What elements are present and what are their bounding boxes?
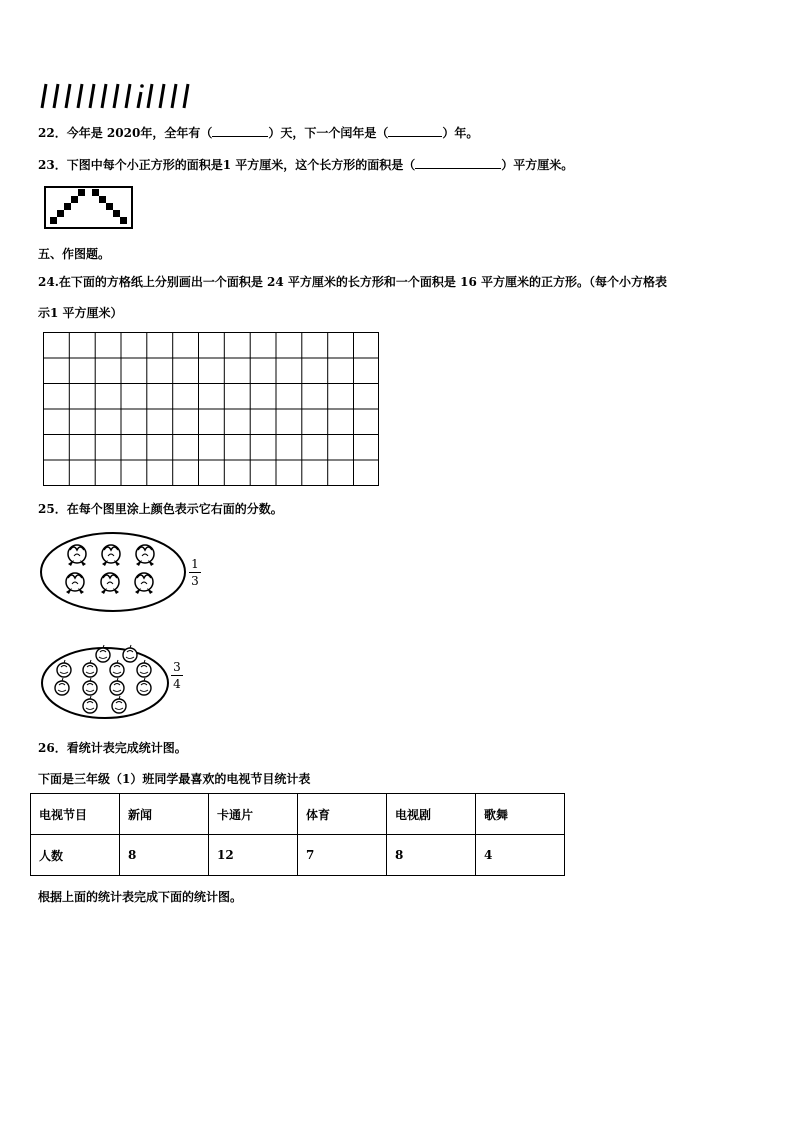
fraction-one-third: 1 3 [189,557,201,588]
peach-icon [102,545,120,566]
table-cell: 4 [476,835,565,876]
table-cell: 7 [298,835,387,876]
table-header-cell: 体育 [298,794,387,835]
question-26-footer: 根据上面的统计表完成下面的统计图。 [38,890,243,904]
apple-icon [137,660,151,677]
tv-program-stats-table [30,793,565,876]
apple-icon [83,660,97,677]
peach-icon [66,573,84,594]
table-cell: 8 [120,835,209,876]
section-title: 五、作图题。 [38,247,111,261]
table-row [31,835,565,876]
question-26: 26．看统计表完成统计图。 [38,741,187,755]
oval-apples[interactable] [40,644,172,722]
answer-blank-leap-year[interactable] [388,125,442,137]
question-24-line2: 示1 平方厘米） [38,306,123,320]
question-23: 23．下图中每个小正方形的面积是1 平方厘米，这个长方形的面积是（ ）平方厘米。 [38,158,574,172]
table-title: 下面是三年级（1）班同学最喜欢的电视节目统计表 [38,772,311,786]
apple-icon [137,678,151,695]
apple-icon [57,660,71,677]
table-cell: 8 [387,835,476,876]
peach-icon [135,573,153,594]
peach-icon [101,573,119,594]
peach-icon [68,545,86,566]
apple-icon [55,678,69,695]
grid-paper[interactable] [43,332,381,488]
apple-icon [83,678,97,695]
question-24-line1: 24.在下面的方格纸上分别画出一个面积是 24 平方厘米的长方形和一个面积是 16 平方厘米的正方形。（每个小方格表 [38,275,667,289]
table-cell: 12 [209,835,298,876]
table-header-cell: 歌舞 [476,794,565,835]
rectangle-figure [44,186,134,230]
apple-icon [110,660,124,677]
apple-icon [83,696,97,713]
apple-icon [110,678,124,695]
answer-blank-days[interactable] [212,125,268,137]
peach-icon [136,545,154,566]
oval-peaches[interactable] [38,530,188,614]
answer-blank-area[interactable] [415,157,501,169]
table-header-cell: 卡通片 [209,794,298,835]
question-25: 25．在每个图里涂上颜色表示它右面的分数。 [38,502,283,516]
table-header-cell: 新闻 [120,794,209,835]
fraction-three-quarters: 3 4 [171,660,183,691]
question-22: 22．今年是 2020年，全年有（ ）天，下一个闰年是（ ）年。 [38,126,479,140]
table-header-cell: 电视节目 [31,794,120,835]
apple-icon [112,696,126,713]
table-cell: 人数 [31,835,120,876]
table-header-cell: 电视剧 [387,794,476,835]
apple-icon [123,645,137,662]
table-row [31,794,565,835]
header-barcode-mark [38,80,198,112]
